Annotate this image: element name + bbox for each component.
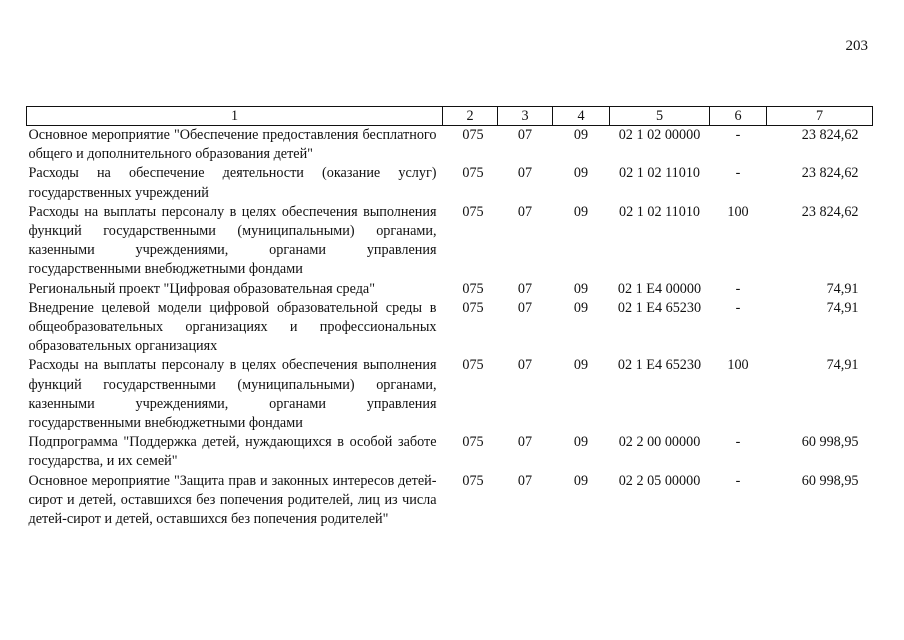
row-ministry: 075 (462, 299, 484, 316)
row-expense-type: - (735, 280, 741, 297)
page-number: 203 (845, 38, 868, 54)
header-row (27, 107, 873, 126)
budget-table (26, 106, 873, 529)
row-amount: 60 998,95 (801, 434, 859, 451)
row-name: Основное мероприятие "Защита прав и законных интересов детей-сирот и детей, оставшихся без попечения родителей, лиц из числа детей-сирот и детей, оставшихся без попечения родителей" (28, 472, 437, 528)
row-expense-type: - (735, 472, 741, 489)
row-subsection: 09 (573, 299, 589, 316)
row-ministry: 075 (462, 357, 484, 374)
row-name: Основное мероприятие "Обеспечение предоставления бесплатного общего и дополнительного образования детей" (28, 127, 437, 163)
table-header (27, 107, 873, 126)
row-subsection: 09 (573, 472, 589, 489)
header-col-1: 1 (27, 107, 443, 126)
table-row (27, 356, 873, 433)
row-target: 02 2 05 00000 (618, 472, 701, 489)
row-amount: 23 824,62 (801, 203, 859, 220)
row-ministry: 075 (462, 434, 484, 451)
row-target: 02 1 E4 00000 (617, 280, 702, 297)
row-amount: 74,91 (826, 280, 859, 297)
table-row (27, 126, 873, 165)
row-subsection: 09 (573, 127, 589, 143)
row-ministry: 075 (462, 165, 484, 182)
row-section: 07 (517, 299, 533, 316)
row-subsection: 09 (573, 203, 589, 220)
row-expense-type: 100 (727, 203, 749, 220)
row-target: 02 1 02 00000 (618, 127, 701, 143)
row-target: 02 1 02 11010 (618, 165, 701, 182)
row-expense-type: - (735, 299, 741, 316)
row-expense-type: - (735, 127, 741, 143)
table-row (27, 299, 873, 357)
row-amount: 74,91 (826, 299, 859, 316)
table-row (27, 472, 873, 530)
row-amount: 23 824,62 (801, 127, 859, 143)
row-expense-type: - (735, 434, 741, 451)
row-amount: 60 998,95 (801, 472, 859, 489)
row-ministry: 075 (462, 203, 484, 220)
row-section: 07 (517, 165, 533, 182)
row-name: Подпрограмма "Поддержка детей, нуждающихся в особой заботе государства, и их семей" (28, 434, 437, 470)
row-amount: 23 824,62 (801, 165, 859, 182)
row-section: 07 (517, 434, 533, 451)
row-subsection: 09 (573, 280, 589, 297)
row-ministry: 075 (462, 280, 484, 297)
row-target: 02 1 02 11010 (618, 203, 701, 220)
row-target: 02 1 E4 65230 (617, 357, 702, 374)
row-section: 07 (517, 127, 533, 143)
row-section: 07 (517, 357, 533, 374)
row-subsection: 09 (573, 434, 589, 451)
table-row (27, 280, 873, 299)
header-col-5: 5 (610, 107, 710, 126)
header-col-2: 2 (443, 107, 498, 126)
row-name: Расходы на выплаты персоналу в целях обеспечения выполнения функций государственными (муниципальными) органами, казенными учреждениями, органами управления государственными внебюджетными фондами (28, 357, 437, 432)
table-row (27, 433, 873, 471)
row-name: Расходы на выплаты персоналу в целях обеспечения выполнения функций государственными (муниципальными) органами, казенными учреждениями, органами управления государственными внебюджетными фондами (28, 203, 437, 278)
row-target: 02 1 E4 65230 (617, 299, 702, 316)
table-row (27, 164, 873, 202)
row-section: 07 (517, 203, 533, 220)
header-col-3: 3 (498, 107, 553, 126)
table-body (27, 126, 873, 530)
header-col-7: 7 (767, 107, 873, 126)
row-name: Внедрение целевой модели цифровой образовательной среды в общеобразовательных организациях и профессиональных образовательных организациях (28, 299, 437, 355)
row-ministry: 075 (462, 127, 484, 143)
row-expense-type: 100 (727, 357, 749, 374)
row-subsection: 09 (573, 165, 589, 182)
header-col-6: 6 (710, 107, 767, 126)
header-col-4: 4 (553, 107, 610, 126)
row-expense-type: - (735, 165, 741, 182)
table-row (27, 203, 873, 280)
row-target: 02 2 00 00000 (618, 434, 701, 451)
row-subsection: 09 (573, 357, 589, 374)
row-amount: 74,91 (826, 357, 859, 374)
row-section: 07 (517, 280, 533, 297)
row-name: Региональный проект "Цифровая образовательная среда" (28, 280, 376, 297)
row-ministry: 075 (462, 472, 484, 489)
row-section: 07 (517, 472, 533, 489)
row-name: Расходы на обеспечение деятельности (оказание услуг) государственных учреждений (28, 165, 437, 201)
